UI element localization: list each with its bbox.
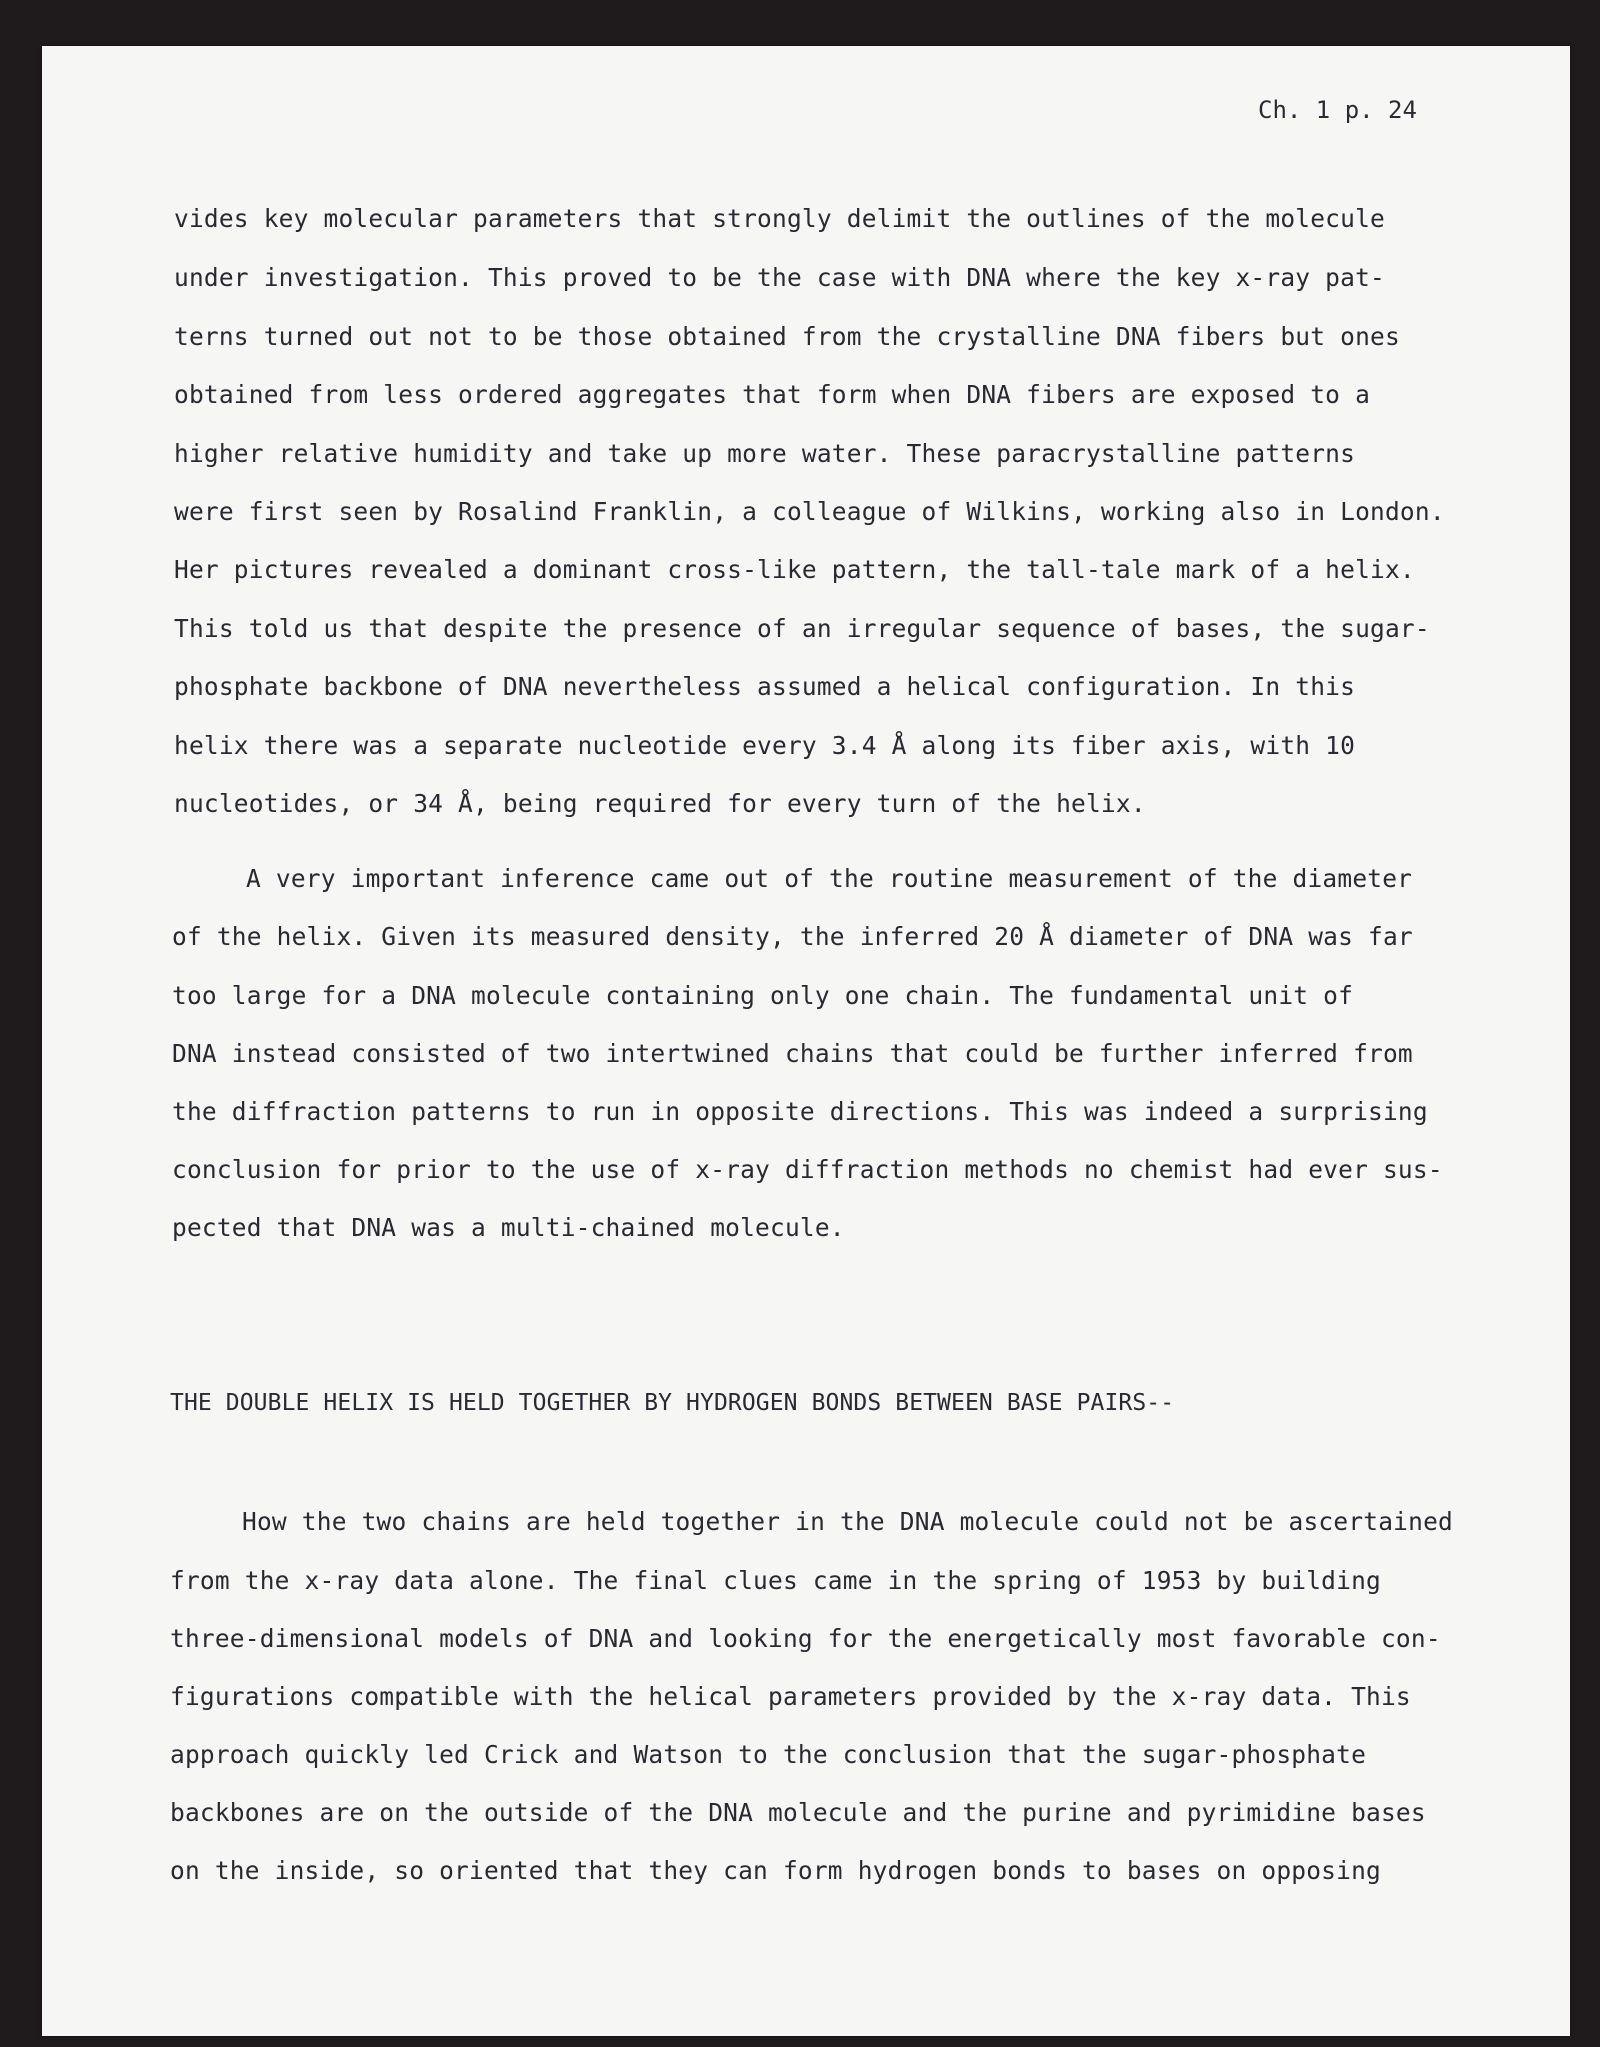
paragraph-3-line-5: approach quickly led Crick and Watson to the conclusion that the sugar-phosphate — [170, 1740, 1367, 1769]
paragraph-1-line-1: vides key molecular parameters that strongly delimit the outlines of the molecule — [174, 204, 1385, 233]
paragraph-3-line-2: from the x-ray data alone. The final clues came in the spring of 1953 by building — [170, 1566, 1381, 1595]
paragraph-1-line-9: phosphate backbone of DNA nevertheless assumed a helical configuration. In this — [174, 672, 1356, 701]
paragraph-3-line-4: figurations compatible with the helical parameters provided by the x-ray data. This — [170, 1682, 1411, 1711]
paragraph-3-line-6: backbones are on the outside of the DNA molecule and the purine and pyrimidine bases — [170, 1798, 1426, 1827]
paragraph-2-line-7: pected that DNA was a multi-chained molecule. — [172, 1213, 845, 1242]
paragraph-1-line-3: terns turned out not to be those obtained from the crystalline DNA fibers but ones — [174, 322, 1400, 351]
paragraph-1-line-11: nucleotides, or 34 Å, being required for every turn of the helix. — [174, 789, 1146, 818]
paragraph-1-line-7: Her pictures revealed a dominant cross-like pattern, the tall-tale mark of a helix. — [174, 555, 1415, 584]
paragraph-2-line-4: DNA instead consisted of two intertwined chains that could be further inferred from — [172, 1039, 1413, 1068]
paragraph-1-line-6: were first seen by Rosalind Franklin, a colleague of Wilkins, working also in London. — [174, 497, 1445, 526]
page-number: Ch. 1 p. 24 — [1258, 96, 1417, 124]
paragraph-3-line-7: on the inside, so oriented that they can form hydrogen bonds to bases on opposing — [170, 1856, 1381, 1885]
paragraph-3-line-1: How the two chains are held together in the DNA molecule could not be ascertained — [242, 1507, 1453, 1536]
paragraph-2-line-5: the diffraction patterns to run in opposite directions. This was indeed a surprising — [172, 1097, 1428, 1126]
paragraph-1-line-2: under investigation. This proved to be the case with DNA where the key x-ray pat- — [174, 263, 1385, 292]
paragraph-3-line-3: three-dimensional models of DNA and looking for the energetically most favorable con- — [170, 1624, 1441, 1653]
paragraph-2-line-3: too large for a DNA molecule containing only one chain. The fundamental unit of — [172, 981, 1354, 1010]
paragraph-1-line-5: higher relative humidity and take up more water. These paracrystalline patterns — [174, 439, 1356, 468]
paragraph-1-line-4: obtained from less ordered aggregates that form when DNA fibers are exposed to a — [174, 380, 1371, 409]
paragraph-2-line-2: of the helix. Given its measured density, the inferred 20 Å diameter of DNA was far — [172, 922, 1413, 951]
section-heading: THE DOUBLE HELIX IS HELD TOGETHER BY HYDROGEN BONDS BETWEEN BASE PAIRS-- — [170, 1390, 1175, 1416]
paragraph-1-line-8: This told us that despite the presence of an irregular sequence of bases, the sugar- — [174, 614, 1430, 643]
paragraph-1-line-10: helix there was a separate nucleotide every 3.4 Å along its fiber axis, with 10 — [174, 731, 1356, 760]
paragraph-2-line-6: conclusion for prior to the use of x-ray diffraction methods no chemist had ever sus- — [172, 1155, 1443, 1184]
paragraph-2-line-1: A very important inference came out of the routine measurement of the diameter — [246, 864, 1413, 893]
